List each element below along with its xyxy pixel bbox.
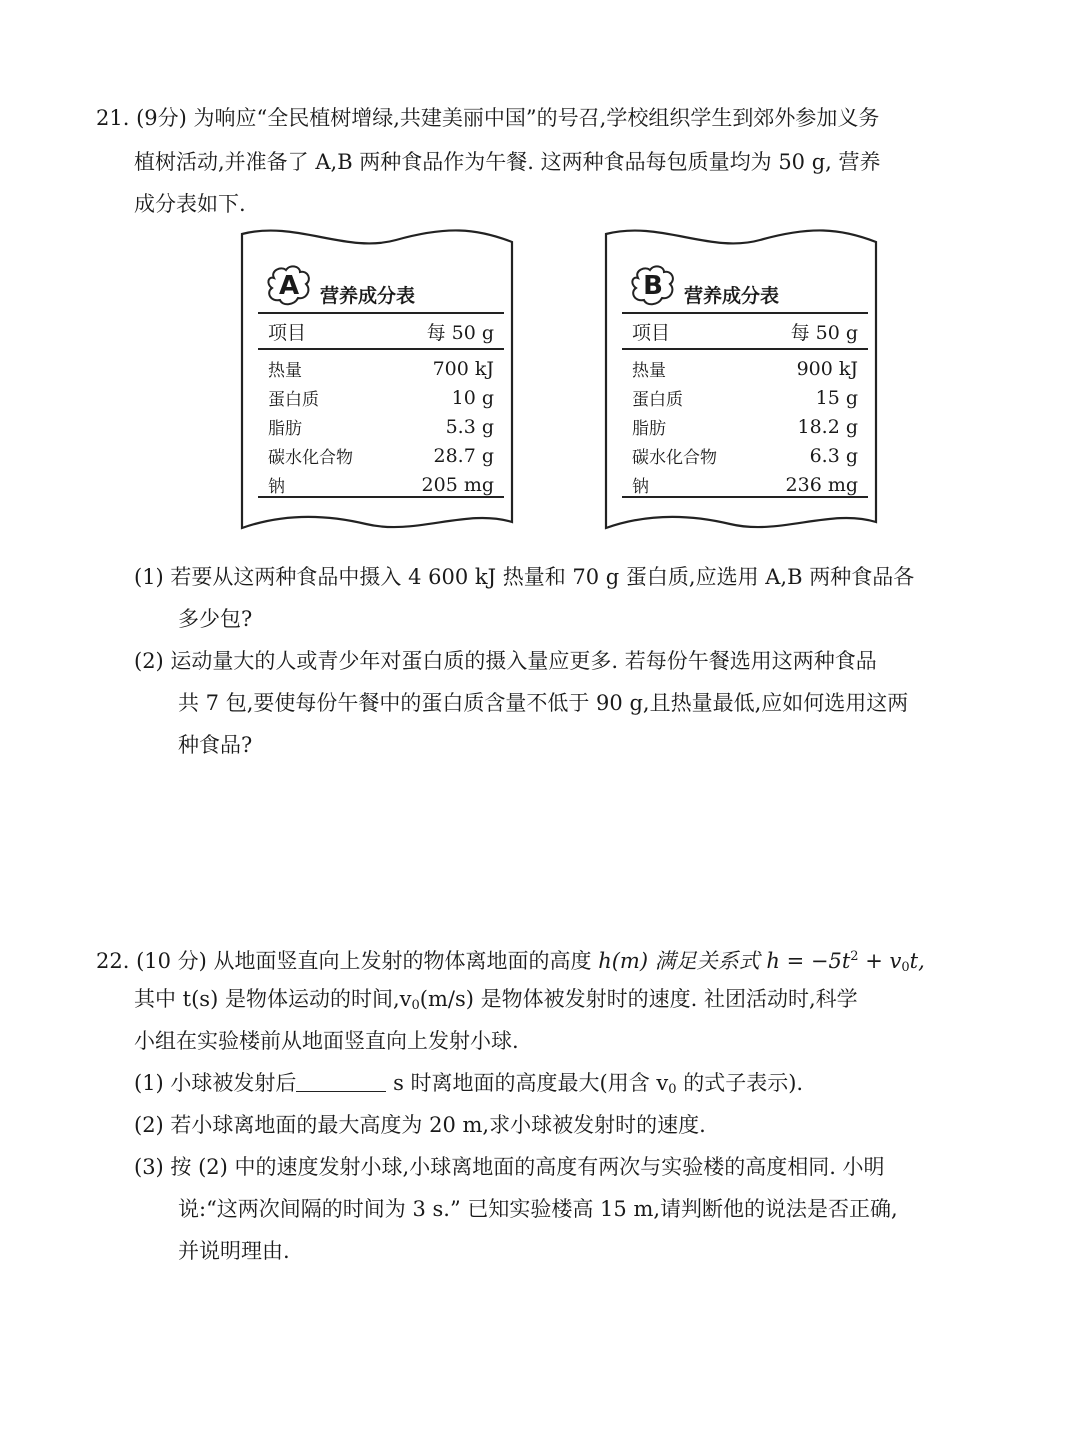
- q21-line-2: 植树活动,并准备了 A,B 两种食品作为午餐. 这两种食品每包质量均为 50 g, 营养: [134, 150, 881, 174]
- q21-part2-line-1: (2) 运动量大的人或青少年对蛋白质的摄入量应更多. 若每份午餐选用这两种食品: [134, 649, 877, 673]
- table-row: 碳水化合物 28.7 g: [268, 444, 494, 468]
- nutrition-card-a: [236, 226, 518, 532]
- card-a-title: 营养成分表: [320, 284, 416, 307]
- q22-part3-line-3: 并说明理由.: [178, 1239, 290, 1263]
- q21-part1-line-1: (1) 若要从这两种食品中摄入 4 600 kJ 热量和 70 g 蛋白质,应选用 A,B 两种食品各: [134, 565, 915, 589]
- q22-line-1: 22. (10 分) 从地面竖直向上发射的物体离地面的高度 h(m) 满足关系式 $h = -5t^2 + v_0t$,: [96, 949, 925, 975]
- q21-line-1: 21. (9分) 为响应“全民植树增绿,共建美丽中国”的号召,学校组织学生到郊外参加义务: [96, 106, 880, 130]
- table-row: 热量 700 kJ: [268, 357, 494, 381]
- q21-part1-line-2: 多少包?: [178, 607, 253, 631]
- q21-line-3: 成分表如下.: [134, 192, 246, 216]
- q22-part3-line-1: (3) 按 (2) 中的速度发射小球,小球离地面的高度有两次与实验楼的高度相同. 小明: [134, 1155, 885, 1179]
- table-row: 碳水化合物 6.3 g: [632, 444, 858, 468]
- card-a-header-item: 项目: [268, 321, 307, 344]
- nutrition-card-b: [600, 226, 882, 532]
- answer-blank[interactable]: [296, 1071, 386, 1092]
- table-row: 脂肪 5.3 g: [268, 415, 494, 439]
- q22-line-3: 小组在实验楼前从地面竖直向上发射小球.: [134, 1029, 519, 1053]
- q22-part3-line-2: 说:“这两次间隔的时间为 3 s.” 已知实验楼高 15 m,请判断他的说法是否正确,: [178, 1197, 898, 1221]
- card-b-header-per: 每 50 g: [790, 321, 858, 344]
- card-b-title: 营养成分表: [684, 284, 780, 307]
- badge-b: B: [628, 264, 678, 308]
- table-row: 脂肪 18.2 g: [632, 415, 858, 439]
- table-row: 钠 236 mg: [632, 473, 858, 497]
- card-a-table: [258, 312, 504, 499]
- badge-a: A: [264, 264, 314, 308]
- table-row: 蛋白质 10 g: [268, 386, 494, 410]
- q21-part2-line-3: 种食品?: [178, 733, 253, 757]
- table-row: 钠 205 mg: [268, 473, 494, 497]
- q22-part2: (2) 若小球离地面的最大高度为 20 m,求小球被发射时的速度.: [134, 1113, 706, 1137]
- q22-line-2: 其中 t(s) 是物体运动的时间$,v_0(m/s)$ 是物体被发射时的速度. 社团活动时,科学: [134, 987, 858, 1013]
- card-b-bottom-rule: [622, 496, 868, 498]
- table-row: 蛋白质 15 g: [632, 386, 858, 410]
- table-row: 热量 900 kJ: [632, 357, 858, 381]
- q21-part2-line-2: 共 7 包,要使每份午餐中的蛋白质含量不低于 90 g,且热量最低,应如何选用这两: [178, 691, 909, 715]
- card-b-table: [622, 312, 868, 499]
- q22-part1: (1) 小球被发射后 s 时离地面的高度最大(用含 $v_0$ 的式子表示).: [134, 1071, 804, 1097]
- card-a-header-per: 每 50 g: [426, 321, 494, 344]
- card-b-header-item: 项目: [632, 321, 671, 344]
- card-a-bottom-rule: [258, 496, 504, 498]
